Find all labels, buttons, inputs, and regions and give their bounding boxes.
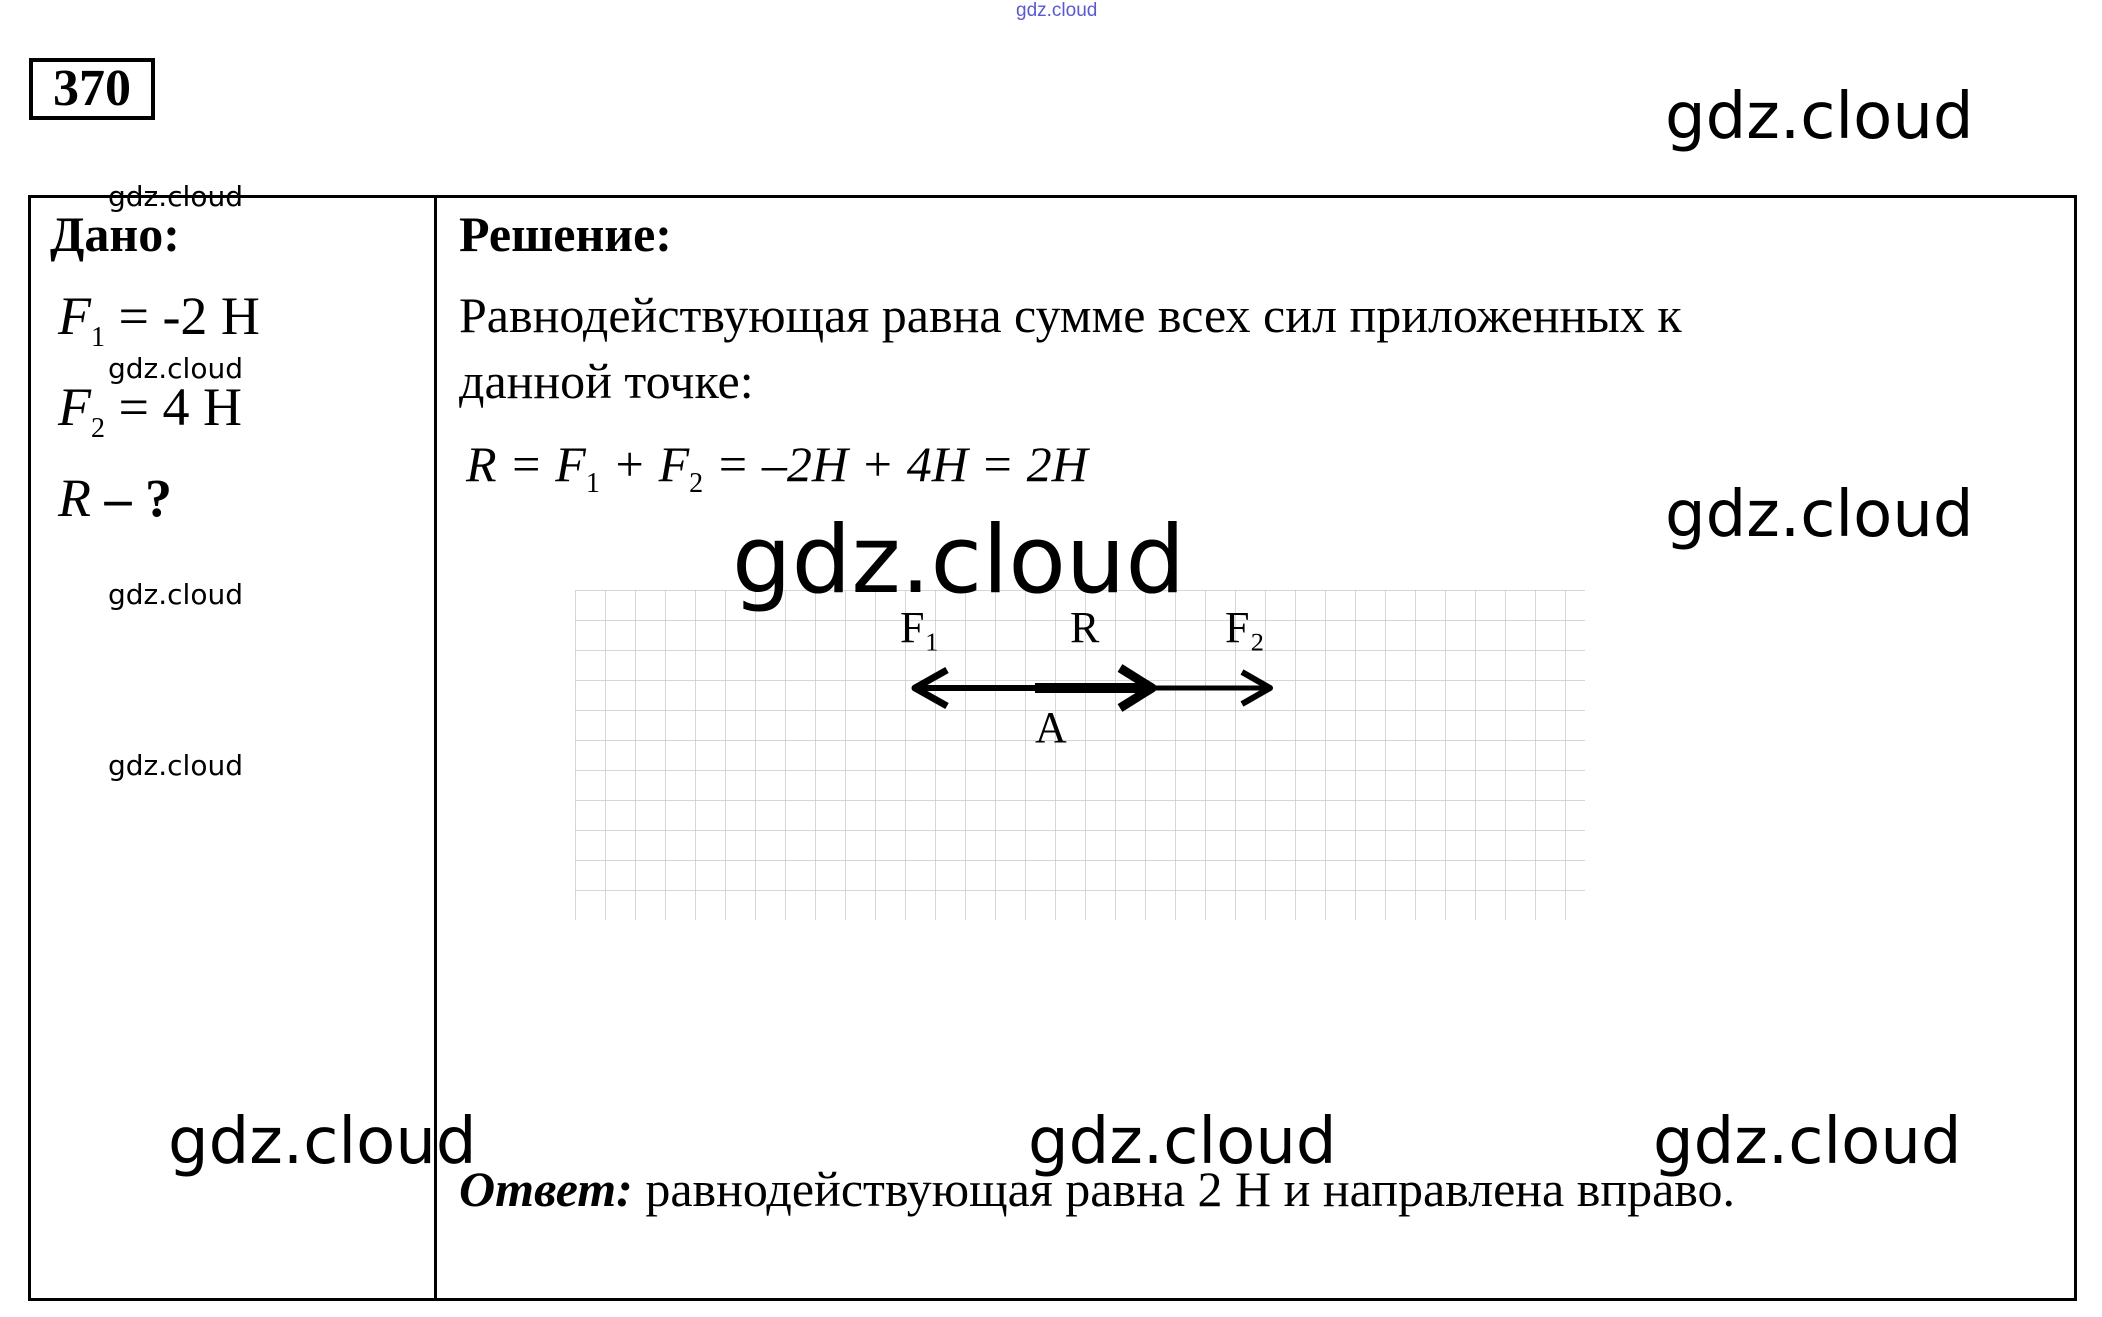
f2-symbol: F xyxy=(58,377,91,437)
label-a: A xyxy=(1035,703,1067,752)
formula-part1: R = F xyxy=(466,436,586,492)
r-unknown: – ? xyxy=(91,468,172,528)
f1-subscript: 1 xyxy=(91,321,105,353)
watermark: gdz.cloud xyxy=(1665,80,1974,154)
r-symbol: R xyxy=(58,468,91,528)
top-watermark: gdz.cloud xyxy=(1016,0,1098,21)
solution-text-line2: данной точке: xyxy=(459,353,754,409)
formula xyxy=(466,435,1088,500)
solution-text-line1: Равнодействующая равна сумме всех сил приложенных к xyxy=(459,287,1682,343)
watermark: gdz.cloud xyxy=(108,180,243,213)
watermark: gdz.cloud xyxy=(1653,1105,1962,1179)
task-number: 370 xyxy=(29,58,155,120)
watermark: gdz.cloud xyxy=(168,1105,477,1179)
given-f1 xyxy=(58,285,260,354)
watermark: gdz.cloud xyxy=(1028,1105,1337,1179)
solution-title: Решение: xyxy=(459,206,672,262)
label-f2: F₂ xyxy=(1225,603,1265,652)
label-f1: F₁ xyxy=(900,603,940,652)
answer xyxy=(459,1160,1735,1218)
given-f2 xyxy=(58,376,242,445)
watermark: gdz.cloud xyxy=(108,352,243,385)
formula-sub1: 1 xyxy=(585,468,600,499)
watermark: gdz.cloud xyxy=(108,578,243,611)
force-diagram xyxy=(575,590,1625,970)
formula-part3: = –2H + 4H = 2H xyxy=(703,436,1088,492)
watermark: gdz.cloud xyxy=(108,749,243,782)
given-title: Дано: xyxy=(50,206,180,262)
label-r: R xyxy=(1070,603,1100,652)
f1-value: = -2 Н xyxy=(105,286,260,346)
formula-part2: + F xyxy=(599,436,690,492)
answer-text: равнодействующая равна 2 Н и направлена вправо. xyxy=(632,1161,1736,1217)
answer-label: Ответ: xyxy=(459,1161,633,1217)
formula-sub2: 2 xyxy=(689,468,704,499)
f2-subscript: 2 xyxy=(91,412,105,444)
watermark: gdz.cloud xyxy=(1665,478,1974,552)
f2-value: = 4 Н xyxy=(105,377,242,437)
watermark: gdz.cloud xyxy=(732,506,1186,615)
given-r xyxy=(58,467,172,529)
f1-symbol: F xyxy=(58,286,91,346)
